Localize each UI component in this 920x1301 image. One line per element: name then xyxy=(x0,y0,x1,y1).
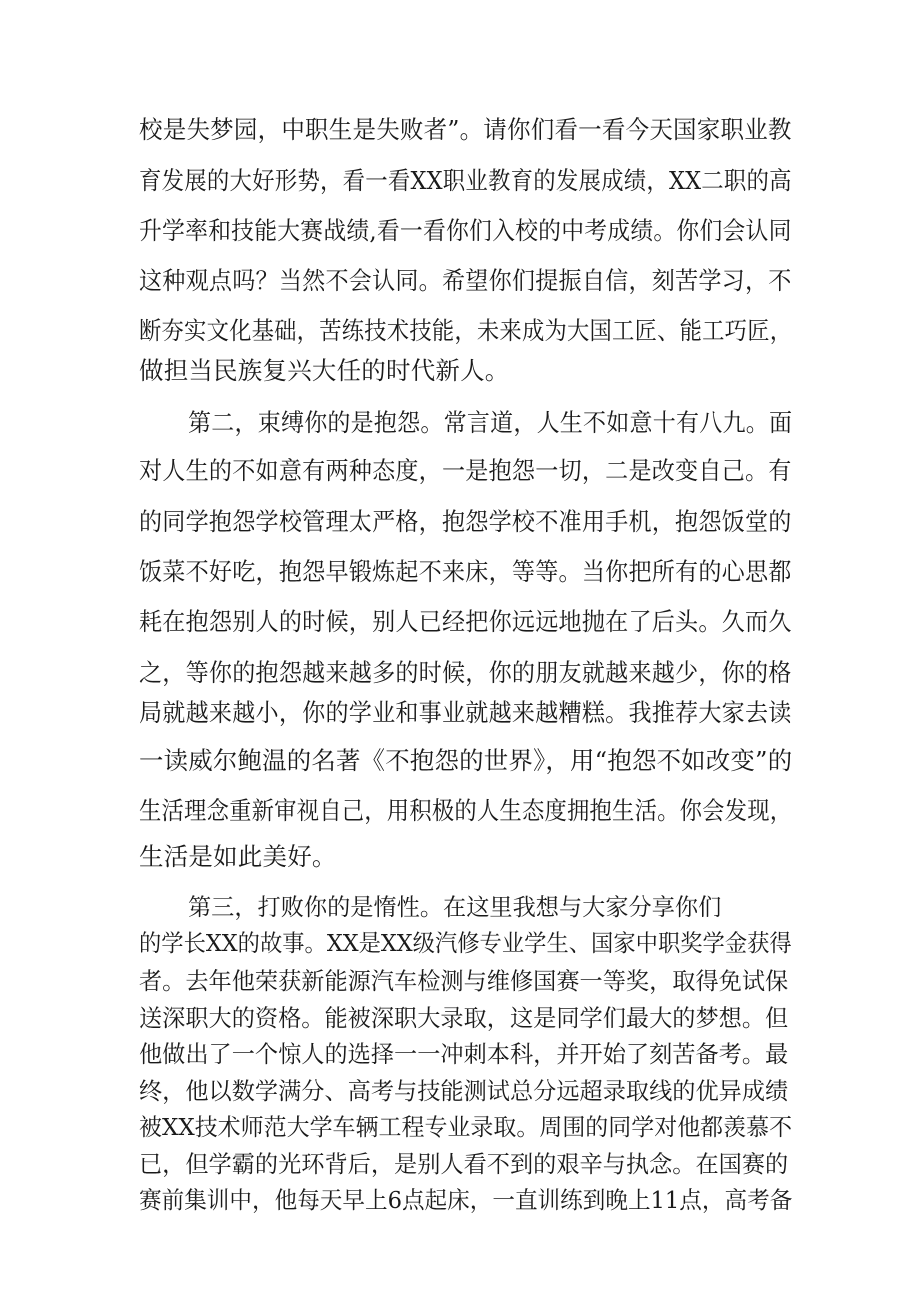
text-line: 做担当民族复兴大任的时代新人。 xyxy=(139,356,510,385)
text-line: 的同学抱怨学校管理太严格，抱怨学校不准用手机，抱怨饭堂的 xyxy=(139,507,792,536)
text-line: 饭菜不好吃，抱怨早锻炼起不来床，等等。当你把所有的心思都 xyxy=(139,557,792,586)
text-line: 生活理念重新审视自己，用积极的人生态度拥抱生活。你会发现， xyxy=(139,796,793,825)
text-line: 断夯实文化基础，苦练技术技能，未来成为大国工匠、能工巧匠， xyxy=(139,316,793,345)
text-line: 的学长XX的故事。XX是XX级汽修专业学生、国家中职奖学金获得 xyxy=(139,930,792,957)
text-line: 第二，束缚你的是抱怨。常言道，人生不如意十有八九。面 xyxy=(188,408,793,437)
text-line: 第三，打败你的是惰性。在这里我想与大家分享你们 xyxy=(188,894,722,921)
text-line: 升学率和技能大赛战绩,看一看你们入校的中考成绩。你们会认同 xyxy=(139,216,792,245)
text-line: 生活是如此美好。 xyxy=(139,842,337,871)
text-line: 被XX技术师范大学车辆工程专业录取。周围的同学对他都羡慕不 xyxy=(139,1114,793,1141)
text-line: 一读威尔鲍温的名著《不抱怨的世界》，用“抱怨不如改变”的 xyxy=(139,746,793,775)
text-line: 育发展的大好形势，看一看XX职业教育的发展成绩，XX二职的高 xyxy=(139,166,792,195)
text-line: 耗在抱怨别人的时候，别人已经把你远远地抛在了后头。久而久 xyxy=(139,607,792,636)
text-line: 这种观点吗？当然不会认同。希望你们提振自信，刻苦学习，不 xyxy=(139,266,792,295)
text-line: 已，但学霸的光环背后，是别人看不到的艰辛与执念。在国赛的 xyxy=(139,1151,789,1178)
text-line: 他做出了一个惊人的选择一一冲刺本科，并开始了刻苦备考。最 xyxy=(139,1041,789,1068)
text-line: 终，他以数学满分、高考与技能测试总分远超录取线的优异成绩 xyxy=(139,1078,789,1105)
text-line: 之，等你的抱怨越来越多的时候，你的朋友就越来越少，你的格 xyxy=(139,658,792,687)
text-line: 赛前集训中，他每天早上6点起床，一直训练到晚上11点，高考备 xyxy=(139,1187,793,1214)
text-line: 校是失梦园，中职生是失败者”。请你们看一看今天国家职业教 xyxy=(139,115,792,144)
text-line: 对人生的不如意有两种态度，一是抱怨一切，二是改变自己。有 xyxy=(139,456,792,485)
text-line: 送深职大的资格。能被深职大录取，这是同学们最大的梦想。但 xyxy=(139,1005,789,1032)
text-line: 者。去年他荣获新能源汽车检测与维修国赛一等奖，取得免试保 xyxy=(139,968,789,995)
text-line: 局就越来越小，你的学业和事业就越来越糟糕。我推荐大家去读 xyxy=(139,698,792,727)
